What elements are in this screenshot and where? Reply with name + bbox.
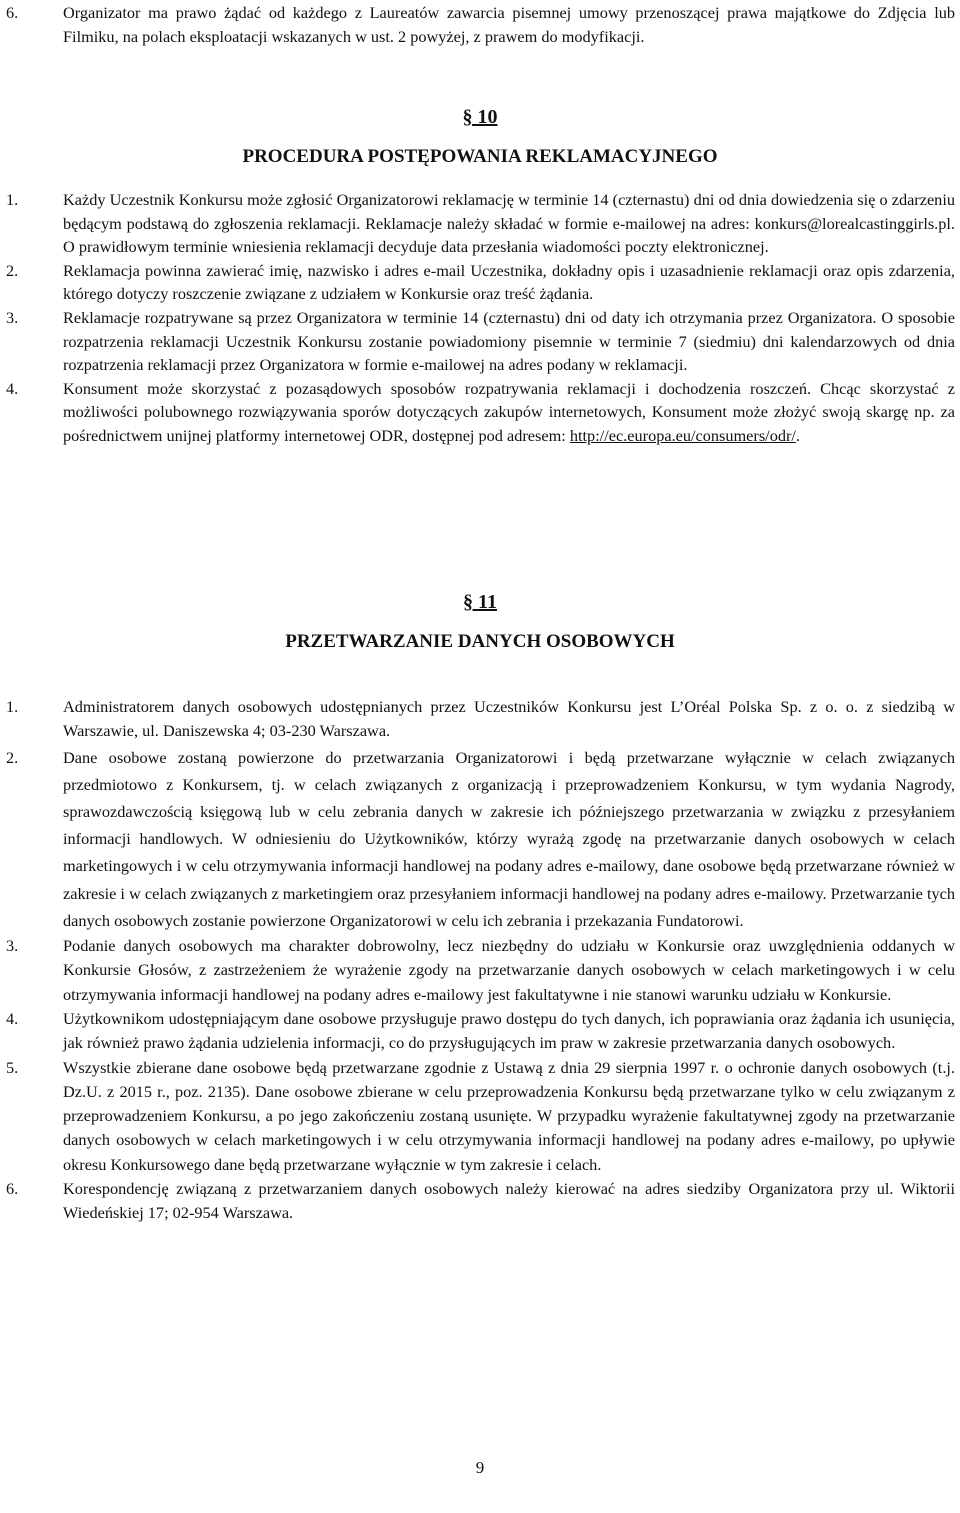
list-first (0, 1, 960, 48)
item-text-end: . (795, 425, 800, 445)
list-item (0, 259, 960, 306)
item-number: 1. (6, 697, 19, 716)
list-item (0, 377, 960, 448)
list-item (0, 695, 960, 744)
list-item (0, 1056, 960, 1177)
section-11-list (0, 695, 960, 1226)
item-number: 2. (6, 260, 19, 280)
section-11-title: PRZETWARZANIE DANYCH OSOBOWYCH (285, 631, 675, 652)
section-10-list (0, 188, 960, 448)
item-text: Administratorem danych osobowych udostępnianych przez Uczestników Konkursu jest L’Oréal Polska Sp. z o. o. z siedzibą w Warszawie, ul. Daniszewska 4; 03-230 Warszawa. (63, 697, 955, 741)
item-number: 6. (6, 1178, 19, 1198)
item-text: Wszystkie zbierane dane osobowe będą przetwarzane zgodnie z Ustawą z dnia 29 sierpnia 1997 r. o ochronie danych osobowych (t.j. Dz.U. z 2015 r., poz. 2135). Dane osobowe zbierane w celu przeprowadzenia Konkursu będą przetwarzane tylko w celu związanym z przeprowadzeniem Konkursu, a po jego zakończeniu zostaną usunięte. W przypadku wyrażenie fakultatywnej zgody na przetwarzanie danych osobowych w celach marketingowych i w celu otrzymywania informacji handlowej na podany adres e-mailowy, po upływie okresu Konkursowego dane będą przetwarzane wyłącznie w tym zakresie i celach. (63, 1057, 955, 1174)
item-number: 4. (6, 378, 19, 398)
item-text: Podanie danych osobowych ma charakter dobrowolny, lecz niezbędny do udziału w Konkursie oraz uwzględnienia oddanych w Konkursie Głosów, z zastrzeżeniem że wyrażenie zgody na przetwarzanie danych osobowych w celach marketingowych i w celu otrzymywania informacji handlowej na podany adres e-mailowy jest fakultatywne i nie stanowi warunku udziału w Konkursie. (63, 936, 955, 1004)
item-text: Reklamacja powinna zawierać imię, nazwisko i adres e-mail Uczestnika, dokładny opis i uzasadnienie reklamacji oraz opis zdarzenia, którego dotyczy roszczenie związane z udziałem w Konkursie oraz treść żądania. (63, 260, 955, 304)
item-number: 2. (6, 747, 19, 767)
list-item (0, 188, 960, 259)
section-10-title: PROCEDURA POSTĘPOWANIA REKLAMACYJNEGO (242, 146, 718, 167)
list-item (0, 306, 960, 377)
section-11-sign: § 11 (463, 591, 497, 613)
list-item (0, 1177, 960, 1226)
item-text: Korespondencję związaną z przetwarzaniem danych osobowych należy kierować na adres siedziby Organizatora przy ul. Wiktorii Wiedeńskiej 17; 02-954 Warszawa. (63, 1178, 955, 1223)
list-item (0, 744, 960, 934)
item-text: Każdy Uczestnik Konkursu może zgłosić Organizatorowi reklamację w terminie 14 (czternastu) dni od dnia dowiedzenia się o zdarzeniu będącym podstawą do zgłoszenia reklamacji. Reklamacje należy składać w formie e-mailowej na adres: konkurs@lorealcastinggirls.pl. O prawidłowym terminie wniesienia reklamacji decyduje data przesłania wiadomości poczty elektronicznej. (63, 190, 955, 257)
page-number: 9 (475, 1458, 485, 1477)
list-item (0, 1007, 960, 1056)
item-text: Reklamacje rozpatrywane są przez Organizatora w terminie 14 (czternastu) dni od daty ich otrzymania przez Organizatora. O sposobie rozpatrzenia reklamacji Uczestnik Konkursu zostanie powiadomiony pisemnie w terminie 7 (siedmiu) dni kalendarzowych od dnia rozpatrzenia reklamacji przez Organizatora w formie e-mailowej na adres podany w reklamacji. (63, 307, 955, 375)
odr-link[interactable]: http://ec.europa.eu/consumers/odr/ (569, 425, 796, 445)
list-item (0, 934, 960, 1007)
item-text: Użytkownikom udostępniającym dane osobowe przysługuje prawo dostępu do tych danych, ich poprawiania oraz żądania ich usunięcia, jak również prawo żądania udzielenia informacji, co do przysługujących im praw w zakresie przetwarzania danych osobowych. (63, 1008, 955, 1053)
item-number: 1. (6, 190, 19, 209)
item-number: 3. (6, 307, 19, 327)
item-number: 6. (6, 3, 19, 22)
item-text: Dane osobowe zostaną powierzone do przetwarzania Organizatorowi i będą przetwarzane wyłącznie w celach związanych przedmiotowo z Konkursem, tj. w celach związanych z organizacją i przeprowadzeniem Konkursu, w tym wydania Nagrody, sprawozdawczością księgową lub w celu zebrania danych w zakresie ich późniejszego przetwarzania w związku z przesyłaniem informacji handlowych. W odniesieniu do Użytkowników, którzy wyrażą zgodę na przetwarzanie danych osobowych w celach marketingowych i w celu otrzymywania informacji handlowej na podany adres e-mailowy, dane osobowe będą przetwarzane również w zakresie i w celach związanych z marketingiem oraz przesyłaniem informacji handlowej na podany adres e-mailowy. Przetwarzanie tych danych osobowych zostanie powierzone Organizatorowi w celu ich zebrania i przekazania Fundatorowi. (63, 747, 955, 930)
section-11-heading (0, 589, 960, 655)
item-number: 3. (6, 936, 19, 956)
section-10-sign: § 10 (462, 106, 498, 128)
section-10-heading (0, 104, 960, 170)
list-item (0, 1, 960, 48)
item-text: Konsument może skorzystać z pozasądowych sposobów rozpatrywania reklamacji i dochodzenia roszczeń. Chcąc skorzystać z możliwości polubownego rozwiązywania sporów dotyczących zakupów internetowych, Konsument może złożyć swoją skargę np. za pośrednictwem unijnej platformy internetowej ODR, dostępnej pod adresem: (63, 378, 955, 445)
item-text: Organizator ma prawo żądać od każdego z Laureatów zawarcia pisemnej umowy przenoszącej prawa majątkowe do Zdjęcia lub Filmiku, na polach eksploatacji wskazanych w ust. 2 powyżej, z prawem do modyfikacji. (63, 3, 955, 46)
item-number: 4. (6, 1008, 19, 1028)
item-number: 5. (6, 1057, 19, 1077)
